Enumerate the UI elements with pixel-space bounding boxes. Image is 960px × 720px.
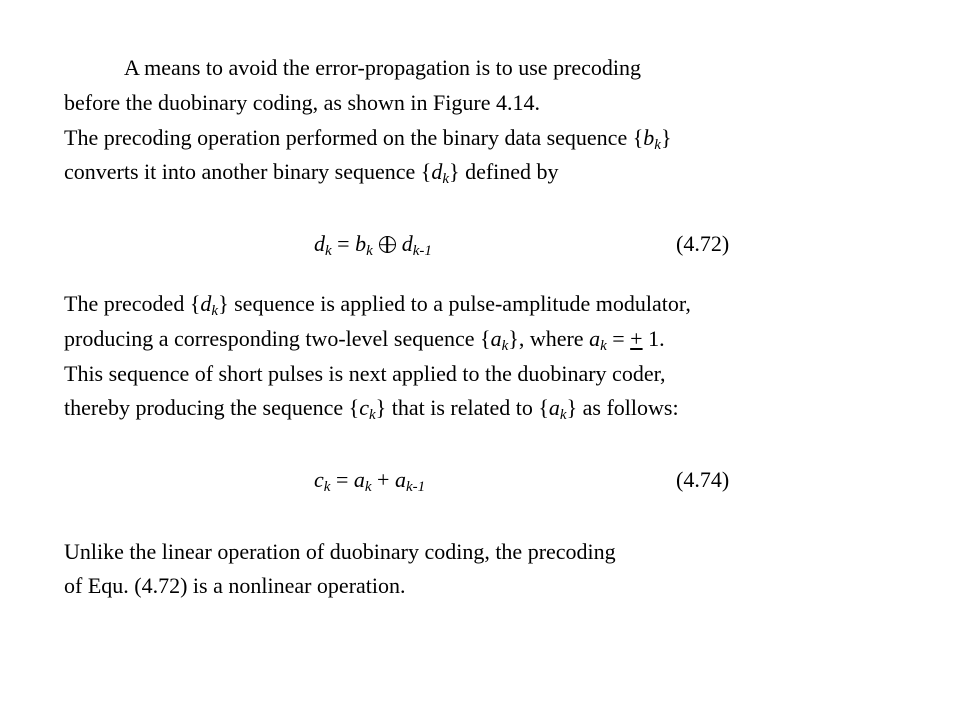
equals-sign: = xyxy=(606,326,631,351)
text-fragment: } sequence is applied to a pulse-amplitude modulator, xyxy=(218,291,691,316)
math-variable: d xyxy=(401,231,413,256)
math-variable: d xyxy=(431,159,443,184)
math-subscript: k xyxy=(501,338,509,354)
paragraph-3-line-1: Unlike the linear operation of duobinary coding, the precoding xyxy=(64,539,616,564)
text-fragment: 1. xyxy=(642,326,665,351)
paragraph-1-line-3 xyxy=(64,125,672,151)
math-variable: d xyxy=(200,291,212,316)
paragraph-2-line-4 xyxy=(64,395,679,421)
math-variable: d xyxy=(314,231,325,256)
plus-minus-sign: + xyxy=(630,326,643,351)
math-subscript: k xyxy=(211,303,219,319)
paragraph-3-line-2: of Equ. (4.72) is a nonlinear operation. xyxy=(64,573,406,598)
math-variable: b xyxy=(643,125,655,150)
text-fragment: converts it into another binary sequence { xyxy=(64,159,432,184)
math-subscript: k xyxy=(325,243,332,259)
math-variable: c xyxy=(314,467,324,492)
text-fragment: } xyxy=(660,125,672,150)
math-subscript: k-1 xyxy=(405,479,426,495)
paragraph-1-line-4 xyxy=(64,159,559,185)
text-fragment: producing a corresponding two-level sequence { xyxy=(64,326,491,351)
text-fragment: } defined by xyxy=(449,159,559,184)
math-subscript: k xyxy=(369,407,376,423)
text-fragment: }, where xyxy=(508,326,590,351)
paragraph-2-line-1 xyxy=(64,291,691,317)
text-fragment: The precoded { xyxy=(64,291,201,316)
text-fragment: thereby producing the sequence { xyxy=(64,395,360,420)
math-subscript: k xyxy=(559,407,567,423)
text-fragment: } as follows: xyxy=(566,395,679,420)
math-variable: a xyxy=(394,467,406,492)
text-fragment: } that is related to { xyxy=(375,395,549,420)
equation-number-4-74: (4.74) xyxy=(676,467,730,492)
equals-sign: = xyxy=(330,467,354,492)
paragraph-2-line-3: This sequence of short pulses is next applied to the duobinary coder, xyxy=(64,361,666,386)
math-subscript: k xyxy=(442,171,450,187)
paragraph-1-line-2: before the duobinary coding, as shown in Figure 4.14. xyxy=(64,90,540,115)
math-subscript: k xyxy=(366,243,373,259)
equation-number-4-72: (4.72) xyxy=(676,231,730,256)
text-fragment: The precoding operation performed on the binary data sequence { xyxy=(64,125,644,150)
math-variable: b xyxy=(355,231,367,256)
math-variable: a xyxy=(548,395,560,420)
math-subscript: k xyxy=(654,137,661,153)
math-variable: a xyxy=(353,467,365,492)
paragraph-1-line-1: A means to avoid the error-propagation is to use precoding xyxy=(124,55,642,80)
equation-4-72 xyxy=(314,231,432,257)
math-subscript: k xyxy=(323,479,331,495)
paragraph-2-line-2 xyxy=(64,326,665,352)
math-subscript: k xyxy=(364,479,372,495)
math-variable: a xyxy=(490,326,502,351)
plus-sign: + xyxy=(371,467,395,492)
math-variable: a xyxy=(589,326,601,351)
equation-4-74 xyxy=(314,467,425,493)
math-subscript: k xyxy=(600,338,607,354)
xor-operator-icon xyxy=(379,236,396,253)
math-subscript: k-1 xyxy=(412,243,432,259)
math-variable: c xyxy=(359,395,369,420)
equals-sign: = xyxy=(331,231,356,256)
